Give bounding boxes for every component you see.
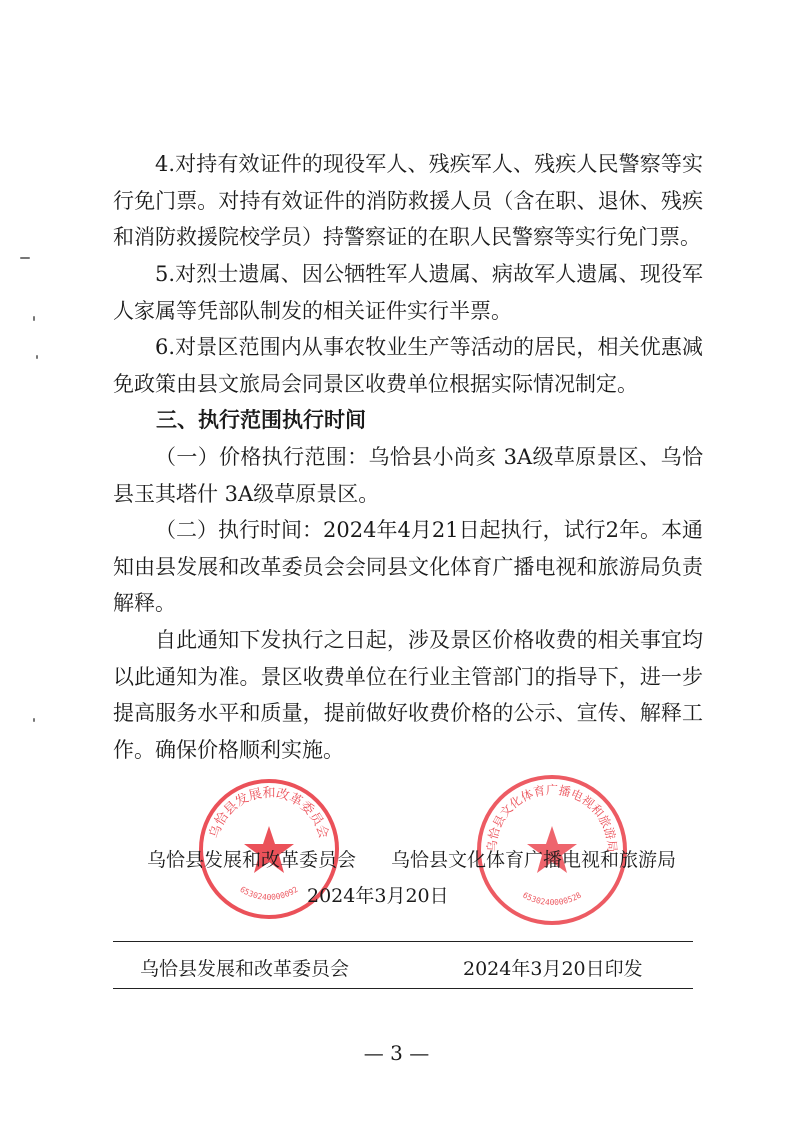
footer-print-date: 2024年3月20日印发 xyxy=(463,958,643,980)
item-6-paragraph: 6.对景区范围内从事农牧业生产等活动的居民，相关优惠减免政策由县文旅局会同景区收费单位根据实际情况制定。 xyxy=(113,335,703,396)
time-paragraph: （二）执行时间：2024年4月21日起执行，试行2年。本通知由县发展和改革委员会会同县文化体育广播电视和旅游局负责解释。 xyxy=(113,518,703,615)
seal-1-code: 6530240000092 xyxy=(238,884,300,902)
svg-text:6530240000092 xyxy=(238,885,299,902)
signature-issuer-1: 乌恰县发展和改革委员会 xyxy=(147,849,357,871)
footer-top-rule xyxy=(113,941,693,942)
seal-2-code: 6530240000528 xyxy=(521,890,583,908)
closing-paragraph: 自此通知下发执行之日起，涉及景区价格收费的相关事宜均以此通知为准。景区收费单位在行业主管部门的指导下，进一步提高服务水平和质量，提前做好收费价格的公示、宣传、解释工作。确保价格顺利实施。 xyxy=(113,628,703,762)
seal-2-text: 乌恰县文化体育广播电视和旅游局 xyxy=(484,783,620,853)
scan-speck xyxy=(20,257,30,259)
signature-issuer-2: 乌恰县文化体育广播电视和旅游局 xyxy=(391,849,677,871)
svg-text:6530240000528 xyxy=(521,890,583,907)
section-3-heading: 三、执行范围执行时间 xyxy=(156,408,366,432)
footer-issuer: 乌恰县发展和改革委员会 xyxy=(140,958,350,980)
item-5-paragraph: 5.对烈士遗属、因公牺牲军人遗属、病故军人遗属、现役军人家属等凭部队制发的相关证件实行半票。 xyxy=(113,262,703,323)
scan-speck xyxy=(33,718,35,722)
signature-date: 2024年3月20日 xyxy=(307,885,449,907)
scope-paragraph: （一）价格执行范围：乌恰县小尚亥 3A级草原景区、乌恰县玉其塔什 3A级草原景区。 xyxy=(113,445,703,506)
footer-bottom-rule xyxy=(113,988,693,989)
scan-speck xyxy=(33,316,35,321)
item-4-paragraph: 4.对持有效证件的现役军人、残疾军人、残疾人民警察等实行免门票。对持有效证件的消防救援人员（含在职、退休、残疾和消防救援院校学员）持警察证的在职人民警察等实行免门票。 xyxy=(113,152,703,249)
seal-1-text: 乌恰县发展和改革委员会 xyxy=(207,786,331,841)
page-number: — 3 — xyxy=(363,1041,430,1065)
scan-speck xyxy=(36,355,38,359)
